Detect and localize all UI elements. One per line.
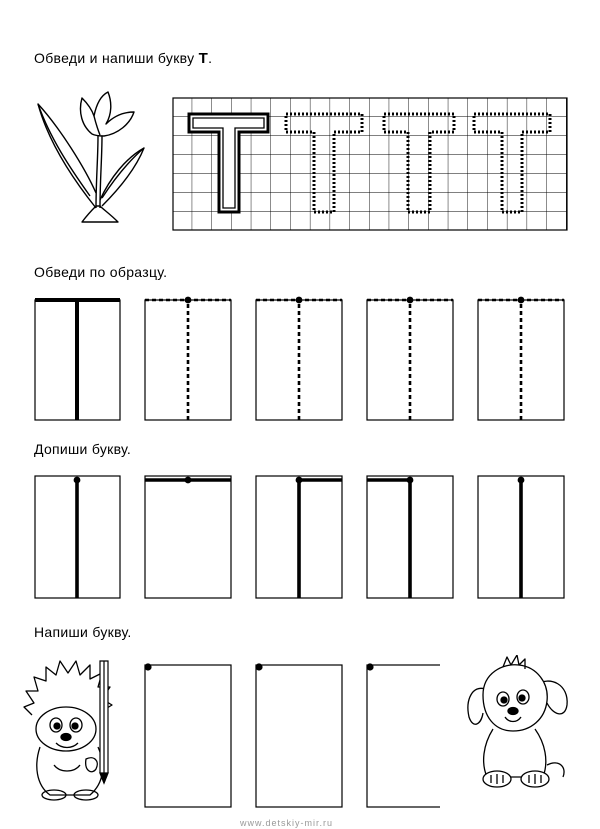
trace-sample-row xyxy=(30,292,575,424)
section-title-letter: Т xyxy=(198,50,209,67)
section-title-trace-and-write: Обведи и напиши букву Т. xyxy=(34,50,213,67)
section-title-write-letter: Напиши букву. xyxy=(34,624,132,640)
tulip-icon xyxy=(30,88,150,228)
hedgehog-icon xyxy=(20,655,120,803)
complete-letter-row xyxy=(30,470,575,604)
section-title-trace-sample: Обведи по образцу. xyxy=(34,264,168,280)
section-title-complete-letter: Допиши букву. xyxy=(34,441,132,457)
footer-watermark: www.detskiy-mir.ru xyxy=(240,818,334,828)
letter-tracing-grid xyxy=(172,97,572,231)
puppy-icon xyxy=(463,655,575,795)
write-letter-row xyxy=(140,658,440,812)
section-title-text: Обведи и напиши букву xyxy=(34,50,195,66)
